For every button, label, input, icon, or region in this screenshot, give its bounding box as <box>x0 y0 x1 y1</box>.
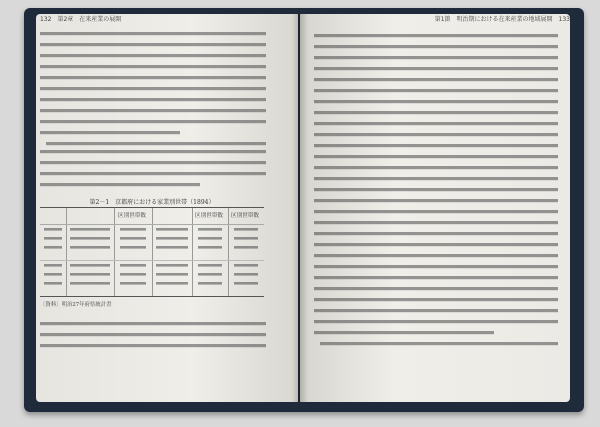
table-header-rule <box>40 224 264 225</box>
table-body-glyphs <box>40 226 264 296</box>
left-text-lines-mid <box>40 150 268 190</box>
left-page-body-text-bottom <box>40 318 268 363</box>
table-header-mid: 区別世帯数 <box>195 213 223 219</box>
left-page-body-text-mid <box>40 150 268 195</box>
table-note: 〔資料〕明治27年府県統計書 <box>40 302 112 308</box>
data-table <box>40 207 264 297</box>
left-text-lines-bottom <box>40 318 268 358</box>
table-header-right: 区別世帯数 <box>231 213 259 219</box>
book-gutter <box>292 14 308 402</box>
table-header-left: 区別世帯数 <box>118 213 146 219</box>
left-page-body-text <box>40 28 272 153</box>
right-page-body-text <box>314 30 562 365</box>
table-caption: 第2－1 京都府における家業別世帯（1894） <box>89 199 215 206</box>
left-running-head: 132 第2章 在来産業の展開 <box>40 16 122 23</box>
left-text-lines-top <box>40 28 268 148</box>
right-running-head: 第1節 明治期における在来産業の地域展開 133 <box>434 16 570 23</box>
right-text-lines <box>314 30 562 360</box>
